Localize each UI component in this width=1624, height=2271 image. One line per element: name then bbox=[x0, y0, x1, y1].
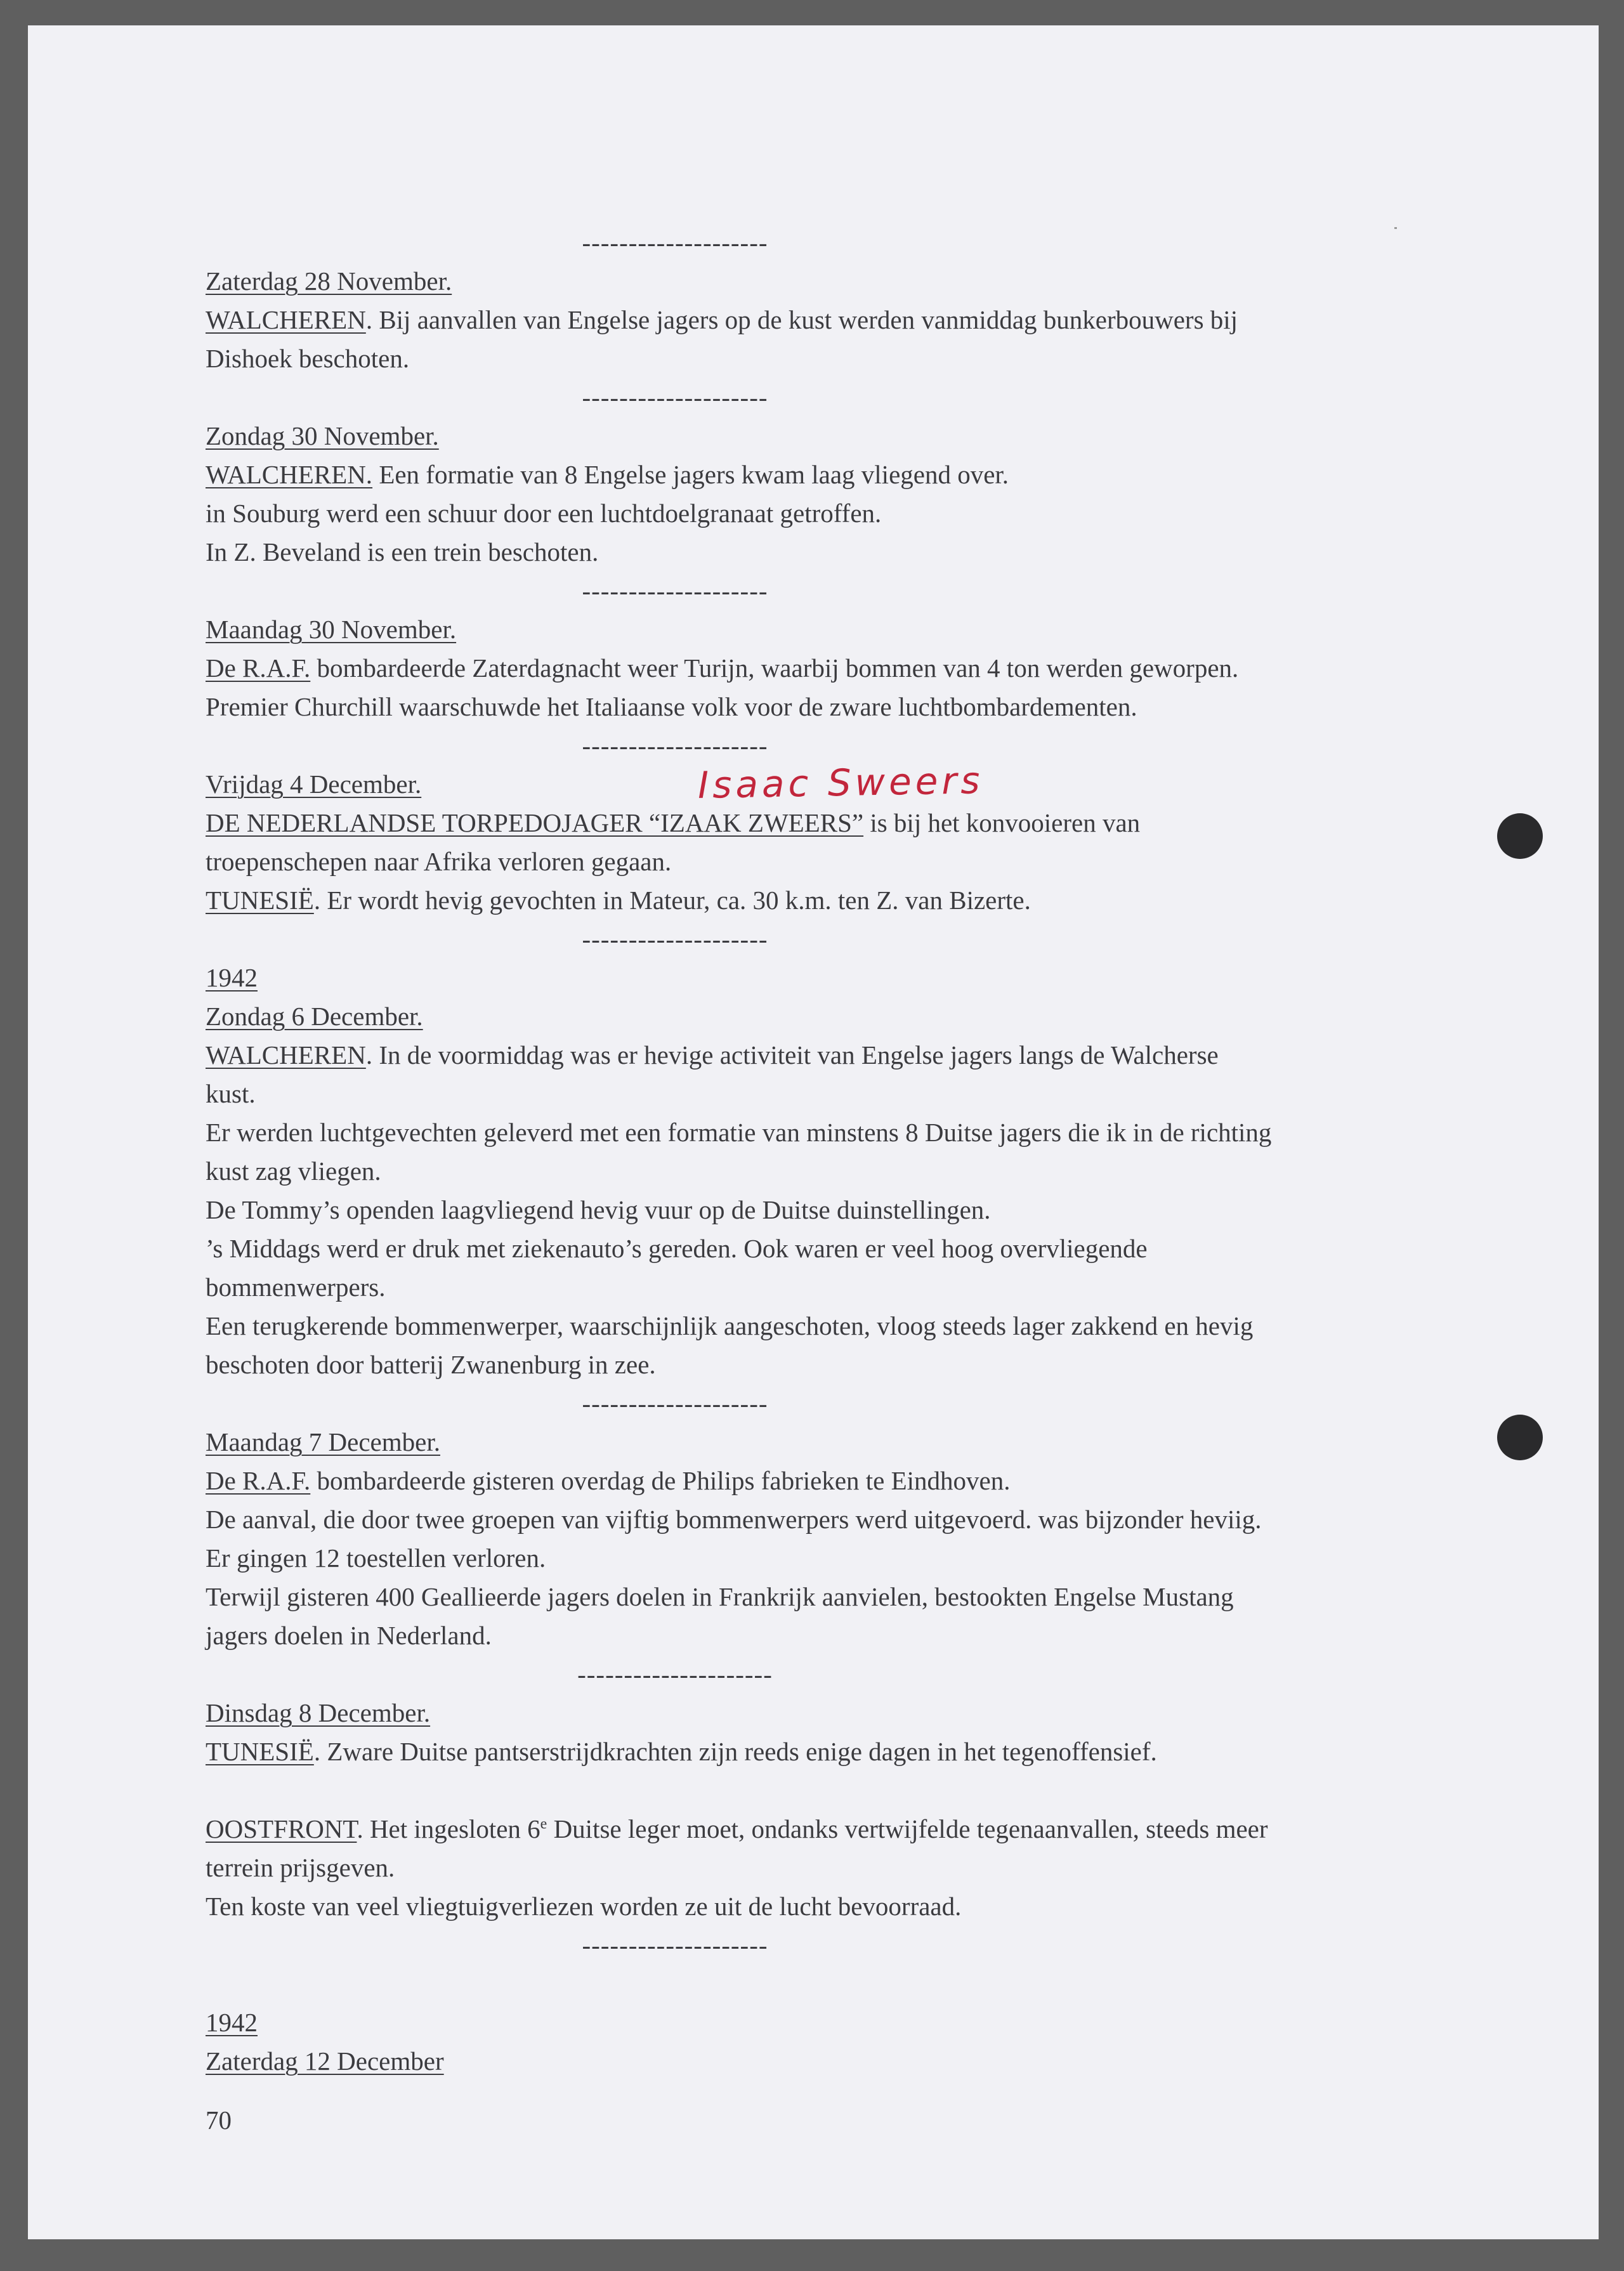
blank-line bbox=[206, 1771, 1462, 1810]
entry-date: Maandag 7 December. bbox=[206, 1427, 440, 1456]
entry-line: in Souburg werd een schuur door een luchtdoelgranaat getroffen. bbox=[206, 499, 882, 528]
entry-line: bommenwerpers. bbox=[206, 1273, 386, 1302]
entry-line: Er gingen 12 toestellen verloren. bbox=[206, 1543, 546, 1573]
entry-line: OOSTFRONT. Het ingesloten 6e Duitse leger moet, ondanks vertwijfelde tegenaanvallen, steeds meer bbox=[206, 1814, 1268, 1843]
entry-line: Dishoek beschoten. bbox=[206, 344, 410, 373]
entry-line: terrein prijsgeven. bbox=[206, 1853, 395, 1882]
entry-line: De R.A.F. bombardeerde Zaterdagnacht weer Turijn, waarbij bommen van 4 ton werden geworpen. bbox=[206, 653, 1239, 683]
entry-year: 1942 bbox=[206, 963, 258, 992]
separator: -------------------- bbox=[582, 383, 768, 412]
entry-line: De aanval, die door twee groepen van vijftig bommenwerpers werd uitgevoerd. was bijzonder heviig. bbox=[206, 1505, 1262, 1534]
entry-line: TUNESIË. Zware Duitse pantserstrijdkrachten zijn reeds enige dagen in het tegenoffensief. bbox=[206, 1737, 1157, 1766]
entry-line: WALCHEREN. In de voormiddag was er hevige activiteit van Engelse jagers langs de Walcherse bbox=[206, 1040, 1219, 1070]
page-number: 70 bbox=[206, 2105, 232, 2135]
entry-line: WALCHEREN. Bij aanvallen van Engelse jagers op de kust werden vanmiddag bunkerbouwers bij bbox=[206, 305, 1238, 334]
entry-line: WALCHEREN. Een formatie van 8 Engelse jagers kwam laag vliegend over. bbox=[206, 460, 1009, 489]
entry-date: Zondag 6 December. bbox=[206, 1002, 423, 1031]
entry-line: kust. bbox=[206, 1079, 256, 1108]
entry-line: In Z. Beveland is een trein beschoten. bbox=[206, 537, 599, 566]
separator: -------------------- bbox=[582, 924, 768, 953]
separator: -------------------- bbox=[582, 1389, 768, 1418]
entry-line: jagers doelen in Nederland. bbox=[206, 1621, 492, 1650]
separator: -------------------- bbox=[582, 1930, 768, 1960]
entry-line: Terwijl gisteren 400 Geallieerde jagers doelen in Frankrijk aanvielen, bestookten Engelse Mustang bbox=[206, 1582, 1234, 1611]
entry-line: De R.A.F. bombardeerde gisteren overdag de Philips fabrieken te Eindhoven. bbox=[206, 1466, 1011, 1495]
entry-line: Ten koste van veel vliegtuigverliezen worden ze uit de lucht bevoorraad. bbox=[206, 1892, 962, 1921]
diary-text bbox=[206, 223, 1462, 2081]
entry-line: beschoten door batterij Zwanenburg in zee. bbox=[206, 1350, 656, 1379]
separator: -------------------- bbox=[582, 228, 768, 257]
punch-hole bbox=[1497, 1415, 1543, 1460]
entry-date: Zaterdag 12 December bbox=[206, 2046, 444, 2076]
entry-line: troepenschepen naar Afrika verloren gegaan. bbox=[206, 847, 672, 876]
entry-date: Maandag 30 November. bbox=[206, 615, 457, 644]
entry-line: Een terugkerende bommenwerper, waarschijnlijk aangeschoten, vloog steeds lager zakkend en hevig bbox=[206, 1311, 1254, 1340]
separator: --------------------- bbox=[577, 1659, 773, 1689]
entry-line: DE NEDERLANDSE TORPEDOJAGER “IZAAK ZWEERS” is bij het konvooieren van bbox=[206, 808, 1141, 837]
entry-date: Zaterdag 28 November. bbox=[206, 266, 452, 296]
blank-line bbox=[206, 1965, 1462, 2003]
entry-line: De Tommy’s openden laagvliegend hevig vuur op de Duitse duinstellingen. bbox=[206, 1195, 991, 1224]
separator: -------------------- bbox=[582, 731, 768, 760]
entry-date: Zondag 30 November. bbox=[206, 421, 439, 450]
entry-year: 1942 bbox=[206, 2008, 258, 2037]
entry-date: Vrijdag 4 December. bbox=[206, 769, 422, 799]
entry-line: Er werden luchtgevechten geleverd met een formatie van minstens 8 Duitse jagers die ik in de richting bbox=[206, 1118, 1272, 1147]
entry-date: Dinsdag 8 December. bbox=[206, 1698, 431, 1727]
entry-line: ’s Middags werd er druk met ziekenauto’s gereden. Ook waren er veel hoog overvliegende bbox=[206, 1234, 1148, 1263]
punch-hole bbox=[1497, 813, 1543, 859]
entry-line: Premier Churchill waarschuwde het Italiaanse volk voor de zware luchtbombardementen. bbox=[206, 692, 1137, 721]
separator: -------------------- bbox=[582, 576, 768, 605]
entry-line: TUNESIË. Er wordt hevig gevochten in Mateur, ca. 30 k.m. ten Z. van Bizerte. bbox=[206, 886, 1031, 915]
entry-line: kust zag vliegen. bbox=[206, 1156, 381, 1186]
handwritten-annotation: Isaac Sweers bbox=[697, 759, 984, 807]
